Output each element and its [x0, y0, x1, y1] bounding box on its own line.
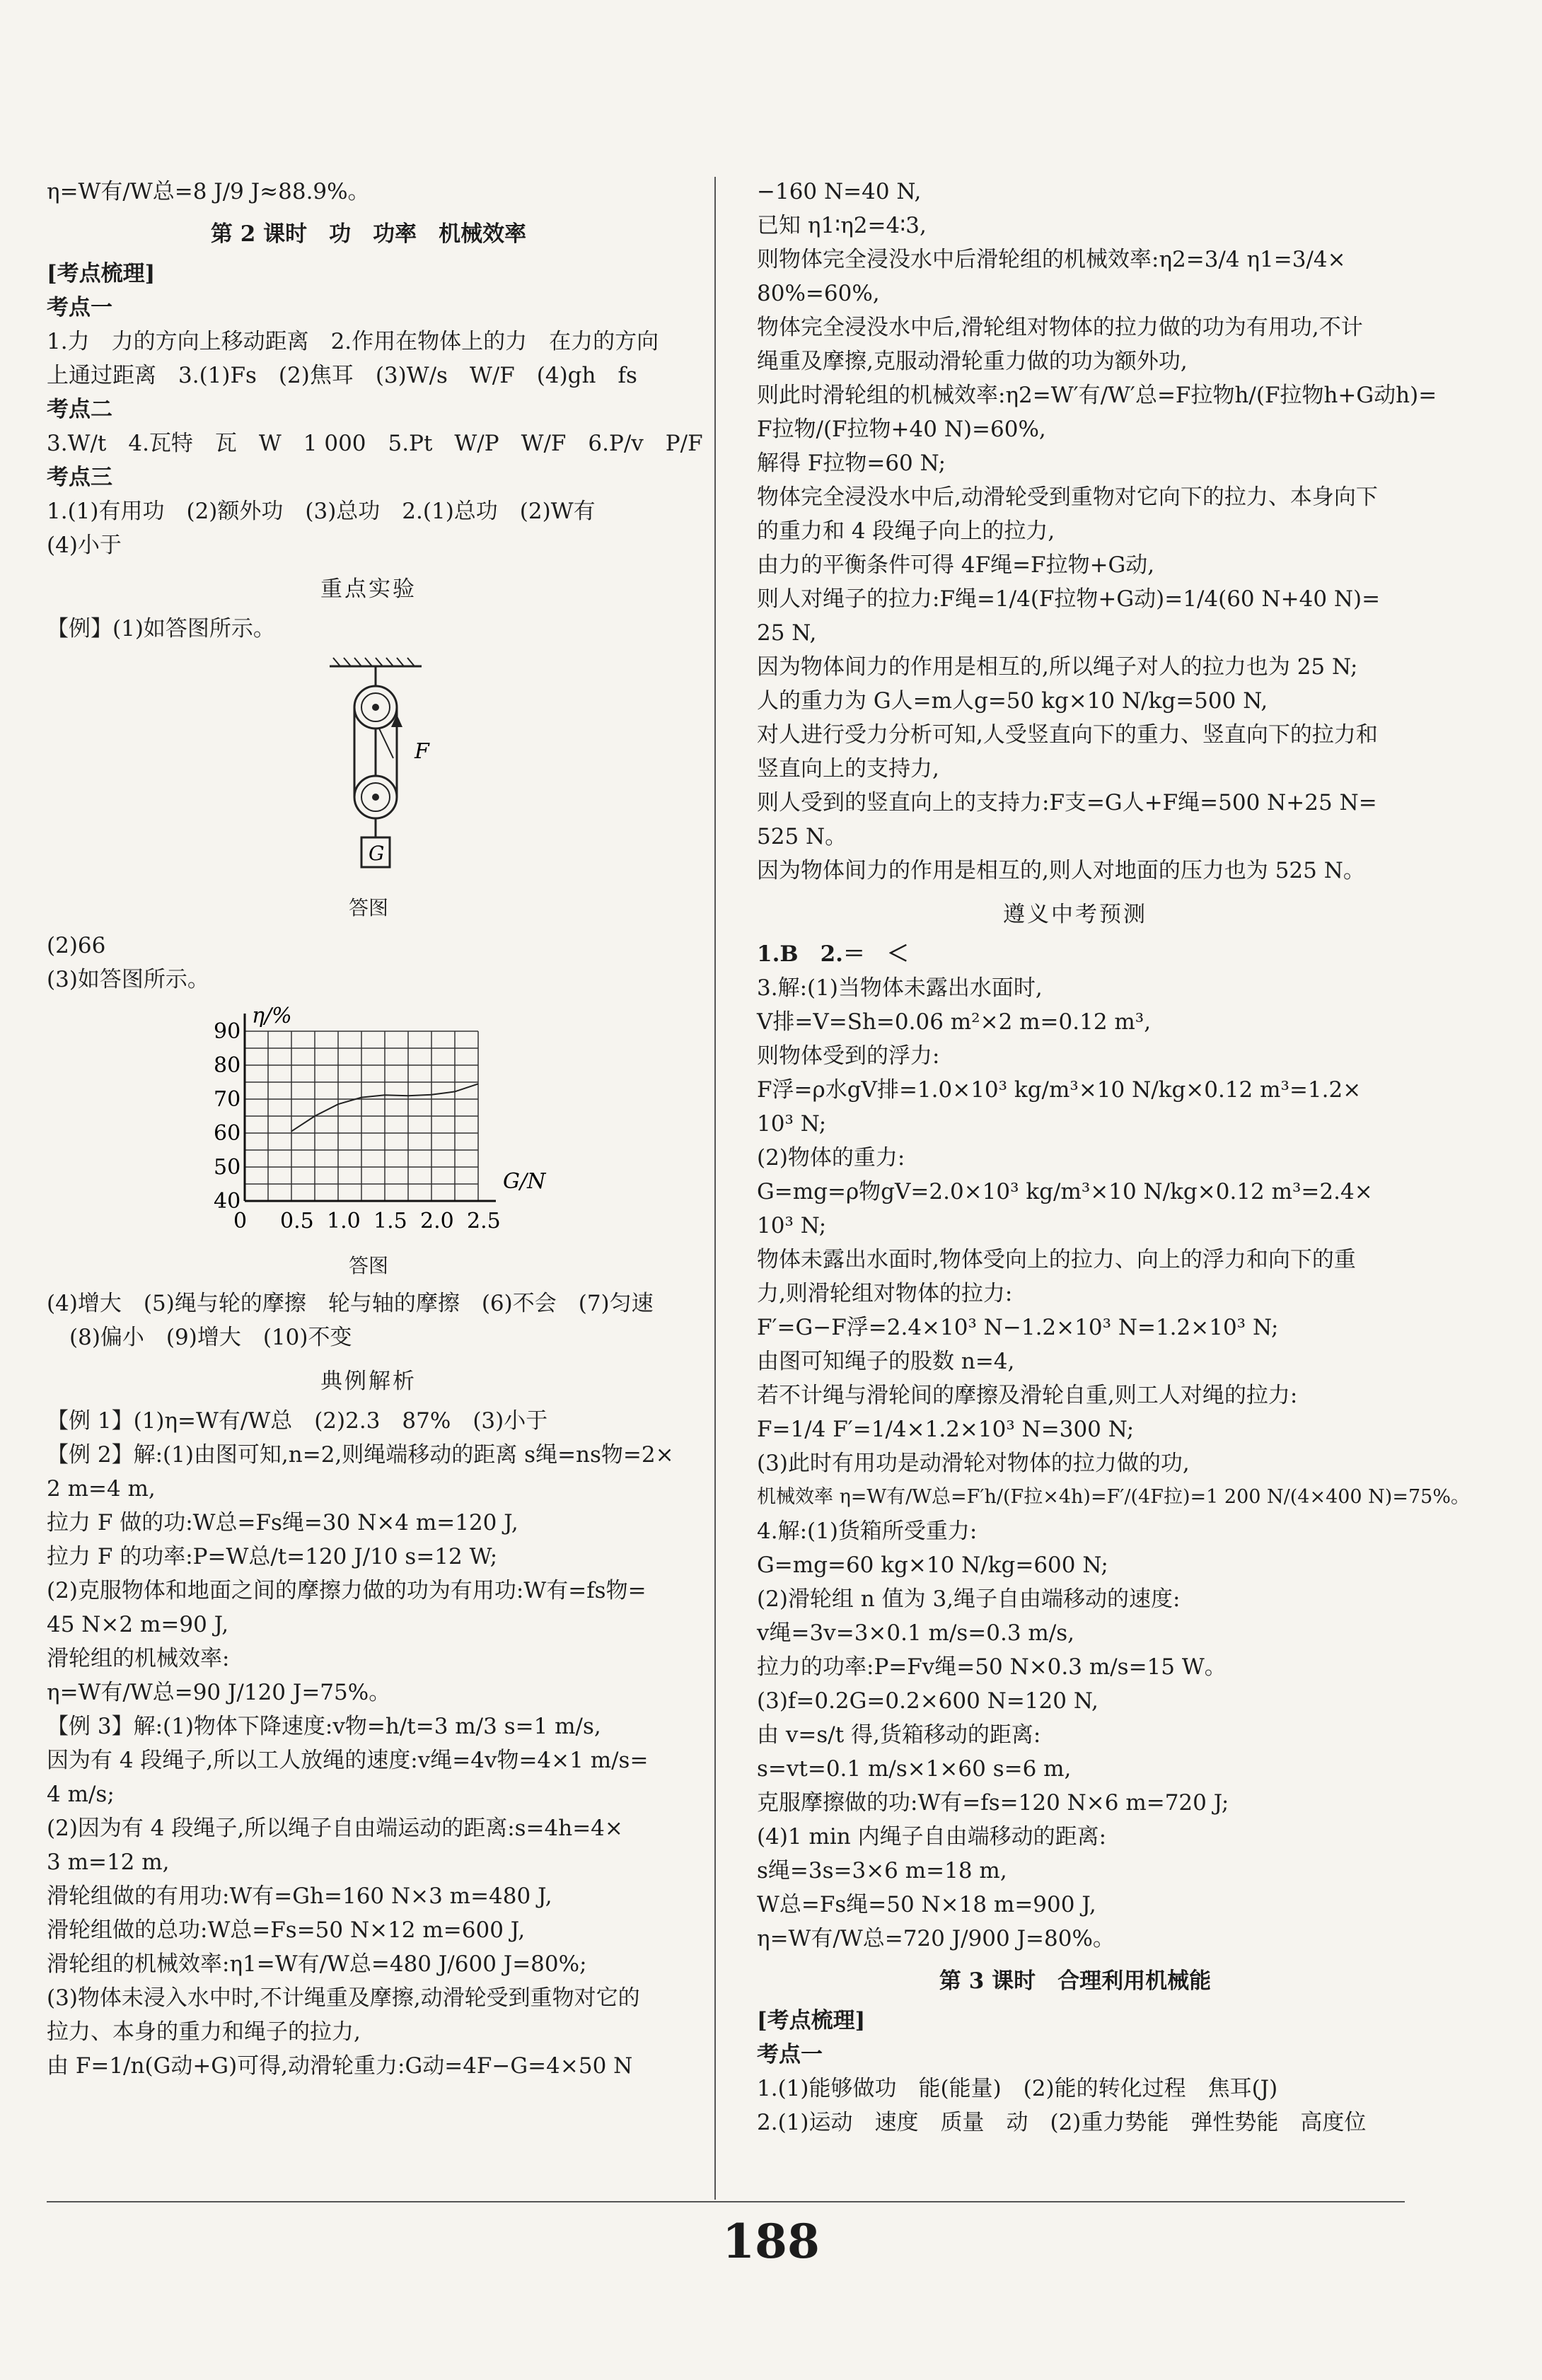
- text-line: s=vt=0.1 m/s×1×60 s=6 m,: [757, 1756, 1072, 1782]
- text-line: (2)物体的重力:: [757, 1145, 905, 1171]
- text-line: (2)滑轮组 n 值为 3,绳子自由端移动的速度:: [757, 1586, 1181, 1612]
- weight-label: G: [369, 842, 385, 865]
- text-line: (3)物体未浸入水中时,不计绳重及摩擦,动滑轮受到重物对它的: [47, 1985, 640, 2011]
- text-line: 物体完全浸没水中后,动滑轮受到重物对它向下的拉力、本身向下: [757, 484, 1378, 510]
- footer-rule: [47, 2201, 1405, 2202]
- text-line: 物体完全浸没水中后,滑轮组对物体的拉力做的功为有用功,不计: [757, 315, 1363, 340]
- y-tick-label: 70: [214, 1087, 241, 1112]
- subheading: 考点一: [47, 295, 112, 320]
- text-line: 的重力和 4 段绳子向上的拉力,: [757, 518, 1055, 544]
- text-line: 对人进行受力分析可知,人受竖直向下的重力、竖直向下的拉力和: [757, 722, 1378, 748]
- text-line: v绳=3v=3×0.1 m/s=0.3 m/s,: [757, 1620, 1075, 1646]
- text-line: 则人对绳子的拉力:F绳=1/4(F拉物+G动)=1/4(60 N+40 N)=: [757, 586, 1381, 612]
- text-line: 解得 F拉物=60 N;: [757, 451, 946, 476]
- text-line: 由图可知绳子的股数 n=4,: [757, 1349, 1015, 1374]
- text-line: 1.B 2.＝ ＜: [757, 941, 909, 967]
- text-line: 滑轮组的机械效率:: [47, 1646, 230, 1671]
- figure-caption: 答图: [348, 1254, 388, 1277]
- left-column: [47, 174, 703, 2084]
- text-line: 拉力 F 做的功:W总=Fs绳=30 N×4 m=120 J,: [47, 1510, 518, 1536]
- text-line: (2)66: [47, 933, 106, 958]
- text-line: 由 v=s/t 得,货箱移动的距离:: [757, 1722, 1041, 1748]
- text-line: (3)此时有用功是动滑轮对物体的拉力做的功,: [757, 1451, 1190, 1476]
- text-line: 拉力的功率:P=Fv绳=50 N×0.3 m/s=15 W。: [757, 1654, 1227, 1680]
- text-line: 物体未露出水面时,物体受向上的拉力、向上的浮力和向下的重: [757, 1247, 1356, 1272]
- text-line: 由 F=1/n(G动+G)可得,动滑轮重力:G动=4F−G=4×50 N: [47, 2053, 633, 2079]
- text-line: 1.(1)有用功 (2)额外功 (3)总功 2.(1)总功 (2)W有: [47, 499, 596, 524]
- text-line: 2.(1)运动 速度 质量 动 (2)重力势能 弹性势能 高度位: [757, 2110, 1367, 2135]
- text-line: 1.(1)能够做功 能(能量) (2)能的转化过程 焦耳(J): [757, 2076, 1278, 2101]
- text-line: (4)1 min 内绳子自由端移动的距离:: [757, 1824, 1107, 1850]
- text-line: (3)f=0.2G=0.2×600 N=120 N,: [757, 1688, 1098, 1714]
- section-title: 第 3 课时 合理利用机械能: [939, 1968, 1212, 1994]
- text-line: 45 N×2 m=90 J,: [47, 1612, 229, 1637]
- text-line: 【例 2】解:(1)由图可知,n=2,则绳端移动的距离 s绳=ns物=2×: [47, 1442, 674, 1468]
- pulley-diagram: [47, 652, 690, 886]
- text-line: 人的重力为 G人=m人g=50 kg×10 N/kg=500 N,: [757, 688, 1268, 714]
- text-line: F′=G−F浮=2.4×10³ N−1.2×10³ N=1.2×10³ N;: [757, 1315, 1279, 1340]
- section-title: 第 2 课时 功 功率 机械效率: [210, 221, 527, 247]
- text-line: G=mg=60 kg×10 N/kg=600 N;: [757, 1552, 1108, 1578]
- text-line: G=mg=ρ物gV=2.0×10³ kg/m³×10 N/kg×0.12 m³=2.4×: [757, 1179, 1373, 1204]
- text-line: (2)因为有 4 段绳子,所以绳子自由端运动的距离:s=4h=4×: [47, 1816, 623, 1841]
- efficiency-chart: [47, 1003, 690, 1243]
- text-line: 滑轮组的机械效率:η1=W有/W总=480 J/600 J=80%;: [47, 1951, 587, 1977]
- figure-caption: 答图: [348, 896, 388, 919]
- text-line: 竖直向上的支持力,: [757, 756, 939, 782]
- text-line: 【例】(1)如答图所示。: [47, 616, 275, 642]
- section-subtitle: 重点实验: [320, 576, 417, 602]
- text-line: 25 N,: [757, 620, 817, 646]
- y-tick-label: 60: [214, 1121, 241, 1146]
- x-tick-label: 2.5: [467, 1209, 501, 1233]
- text-line: 3.W/t 4.瓦特 瓦 W 1 000 5.Pt W/P W/F 6.P/v P/F: [47, 431, 703, 456]
- text-line: 10³ N;: [757, 1111, 827, 1137]
- text-line: 则物体受到的浮力:: [757, 1043, 940, 1069]
- text-line: 绳重及摩擦,克服动滑轮重力做的功为额外功,: [757, 349, 1188, 374]
- subheading: 考点一: [757, 2042, 823, 2067]
- text-line: 由力的平衡条件可得 4F绳=F拉物+G动,: [757, 552, 1155, 578]
- text-line: 因为有 4 段绳子,所以工人放绳的速度:v绳=4v物=4×1 m/s=: [47, 1748, 649, 1773]
- y-tick-label: 40: [214, 1189, 241, 1214]
- text-line: F=1/4 F′=1/4×1.2×10³ N=300 N;: [757, 1417, 1135, 1442]
- subheading: 考点二: [47, 397, 112, 422]
- text-line: (4)增大 (5)绳与轮的摩擦 轮与轴的摩擦 (6)不会 (7)匀速: [47, 1291, 654, 1316]
- text-line: −160 N=40 N,: [757, 179, 922, 204]
- force-label: F: [415, 739, 429, 764]
- text-line: s绳=3s=3×6 m=18 m,: [757, 1858, 1007, 1883]
- text-line: (3)如答图所示。: [47, 967, 209, 992]
- text-line: (4)小于: [47, 533, 122, 558]
- chart-svg: [47, 1003, 690, 1243]
- text-line: 拉力 F 的功率:P=W总/t=120 J/10 s=12 W;: [47, 1544, 498, 1569]
- text-line: 3 m=12 m,: [47, 1850, 170, 1875]
- text-line: 已知 η1∶η2=4∶3,: [757, 213, 927, 238]
- x-tick-label: 1.5: [373, 1209, 407, 1233]
- section-tag: [考点梳理]: [757, 2008, 866, 2033]
- right-column: [757, 174, 1470, 2140]
- text-line: 525 N。: [757, 824, 847, 849]
- text-line: (2)克服物体和地面之间的摩擦力做的功为有用功:W有=fs物=: [47, 1578, 647, 1603]
- section-tag: [考点梳理]: [47, 261, 156, 286]
- y-tick-label: 80: [214, 1053, 241, 1078]
- subheading: 考点三: [47, 465, 112, 490]
- text-line: 【例 3】解:(1)物体下降速度:v物=h/t=3 m/3 s=1 m/s,: [47, 1714, 601, 1739]
- y-axis-label: η/%: [252, 1004, 292, 1028]
- text-line: 滑轮组做的总功:W总=Fs=50 N×12 m=600 J,: [47, 1917, 526, 1943]
- text-line: 因为物体间力的作用是相互的,则人对地面的压力也为 525 N。: [757, 858, 1365, 883]
- x-tick-label: 1.0: [327, 1209, 361, 1233]
- x-axis-label: G/N: [503, 1169, 546, 1194]
- section-subtitle: 遵义中考预测: [1003, 902, 1147, 927]
- text-line: 10³ N;: [757, 1213, 827, 1238]
- text-line: 因为物体间力的作用是相互的,所以绳子对人的拉力也为 25 N;: [757, 654, 1358, 680]
- section-subtitle: 典例解析: [320, 1369, 417, 1394]
- text-line: 若不计绳与滑轮间的摩擦及滑轮自重,则工人对绳的拉力:: [757, 1383, 1298, 1408]
- text-line: 1.力 力的方向上移动距离 2.作用在物体上的力 在力的方向: [47, 329, 659, 354]
- x-tick-label: 0.5: [280, 1209, 314, 1233]
- text-line: 力,则滑轮组对物体的拉力:: [757, 1281, 1013, 1306]
- text-line: 4 m/s;: [47, 1782, 115, 1807]
- column-divider: [714, 177, 716, 2200]
- y-tick-label: 90: [214, 1019, 241, 1044]
- text-line: (8)偏小 (9)增大 (10)不变: [69, 1325, 352, 1350]
- text-line: 机械效率 η=W有/W总=F′h/(F拉×4h)=F′/(4F拉)=1 200 N/(4×400 N)=75%。: [757, 1486, 1470, 1508]
- text-line: 克服摩擦做的功:W有=fs=120 N×6 m=720 J;: [757, 1790, 1229, 1816]
- text-line: F浮=ρ水gV排=1.0×10³ kg/m³×10 N/kg×0.12 m³=1.2×: [757, 1077, 1362, 1103]
- text-line: η=W有/W总=90 J/120 J=75%。: [47, 1680, 391, 1705]
- page-number: 188: [722, 2214, 820, 2269]
- text-line: 滑轮组做的有用功:W有=Gh=160 N×3 m=480 J,: [47, 1883, 552, 1909]
- x-tick-label: 2.0: [420, 1209, 454, 1233]
- text-line: 【例 1】(1)η=W有/W总 (2)2.3 87% (3)小于: [47, 1408, 548, 1434]
- text-line: 上通过距离 3.(1)Fs (2)焦耳 (3)W/s W/F (4)gh fs: [47, 363, 637, 388]
- text-line: 80%=60%,: [757, 281, 880, 306]
- text-line: η=W有/W总=720 J/900 J=80%。: [757, 1926, 1115, 1951]
- text-line: 4.解:(1)货箱所受重力:: [757, 1519, 978, 1544]
- x-tick-label: 0: [233, 1209, 248, 1233]
- text-line: V排=V=Sh=0.06 m²×2 m=0.12 m³,: [757, 1009, 1152, 1035]
- text-line: F拉物/(F拉物+40 N)=60%,: [757, 417, 1046, 442]
- pulley-figure: [47, 652, 690, 886]
- text-line: 3.解:(1)当物体未露出水面时,: [757, 975, 1043, 1001]
- text-line: 拉力、本身的重力和绳子的拉力,: [47, 2019, 361, 2045]
- text-line: 则人受到的竖直向上的支持力:F支=G人+F绳=500 N+25 N=: [757, 790, 1377, 815]
- text-line: 则此时滑轮组的机械效率:η2=W′有/W′总=F拉物h/(F拉物h+G动h)=: [757, 383, 1437, 408]
- text-line: W总=Fs绳=50 N×18 m=900 J,: [757, 1892, 1096, 1917]
- y-tick-label: 50: [214, 1155, 241, 1180]
- text-line: η=W有/W总=8 J/9 J≈88.9%。: [47, 179, 370, 204]
- text-line: 2 m=4 m,: [47, 1476, 156, 1502]
- text-line: 则物体完全浸没水中后滑轮组的机械效率:η2=3/4 η1=3/4×: [757, 247, 1346, 272]
